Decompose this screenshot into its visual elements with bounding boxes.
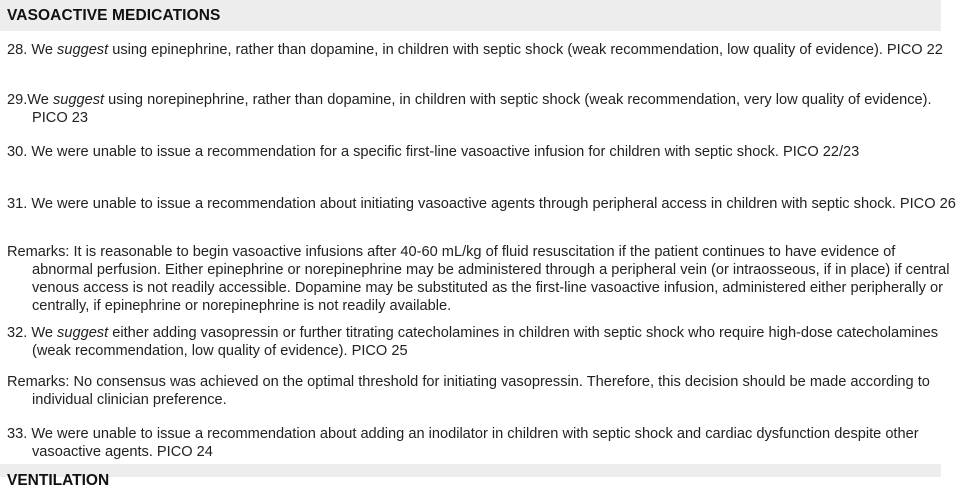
item-text-after: either adding vasopressin or further titrating catecholamines in children with septic shock who require high-dose catecholamines (weak recommendation, low quality of evidence). PICO 25: [32, 325, 939, 359]
remark-text: Remarks: It is reasonable to begin vasoactive infusions after 40-60 mL/kg of fluid resuscitation if the patient continues to have evidence of abnormal perfusion. Either epinephrine or norepinephrine may be administered through a peripheral vein (or intraosseous, if in place) if central venous access is not readily accessible. Dopamine may be substituted as the first-line vasoactive infusion, administered either peripherally or centrally, if epinephrine or norepinephrine is not readily available.: [7, 244, 950, 314]
section-title: VASOACTIVE MEDICATIONS: [7, 7, 221, 24]
section-header: [0, 0, 941, 31]
item-text-after: using norepinephrine, rather than dopamine, in children with septic shock (weak recommendation, very low quality of evidence). PICO 23: [32, 92, 932, 126]
recommendation-31: [7, 195, 957, 213]
remarks-vasoactive-infusion: [7, 243, 957, 315]
item-number: 31.: [7, 196, 28, 212]
remarks-vasopressin: [7, 373, 957, 409]
item-text-after: using epinephrine, rather than dopamine, in children with septic shock (weak recommendation, low quality of evidence). PICO 22: [108, 42, 943, 58]
item-emphasis: suggest: [52, 92, 105, 108]
item-emphasis: suggest: [57, 42, 109, 58]
next-section-title: VENTILATION: [7, 472, 110, 489]
item-text: We were unable to issue a recommendation for a specific first-line vasoactive infusion for children with septic shock. PICO 22/23: [27, 144, 860, 160]
remark-text: Remarks: No consensus was achieved on the optimal threshold for initiating vasopressin. Therefore, this decision should be made according to individual clinician preference.: [7, 374, 930, 408]
item-text: We were unable to issue a recommendation about initiating vasoactive agents through peripheral access in children with septic shock. PICO 26: [27, 196, 956, 212]
item-text-before: We: [27, 325, 58, 341]
recommendation-32: [7, 324, 957, 360]
recommendation-30: [7, 143, 957, 161]
item-text: We were unable to issue a recommendation about adding an inodilator in children with septic shock and cardiac dysfunction despite other vasoactive agents. PICO 24: [27, 426, 919, 460]
item-emphasis: suggest: [57, 325, 109, 341]
item-number: 28.: [7, 42, 28, 58]
next-section-header: [0, 464, 941, 489]
recommendation-33: [7, 425, 957, 461]
item-number: 33.: [7, 426, 28, 442]
item-text-before: We: [27, 42, 58, 58]
recommendation-29: [7, 91, 957, 127]
item-text-before: We: [27, 92, 53, 108]
item-number: 29.: [7, 92, 28, 108]
recommendation-28: [7, 41, 957, 59]
item-number: 32.: [7, 325, 28, 341]
item-number: 30.: [7, 144, 28, 160]
